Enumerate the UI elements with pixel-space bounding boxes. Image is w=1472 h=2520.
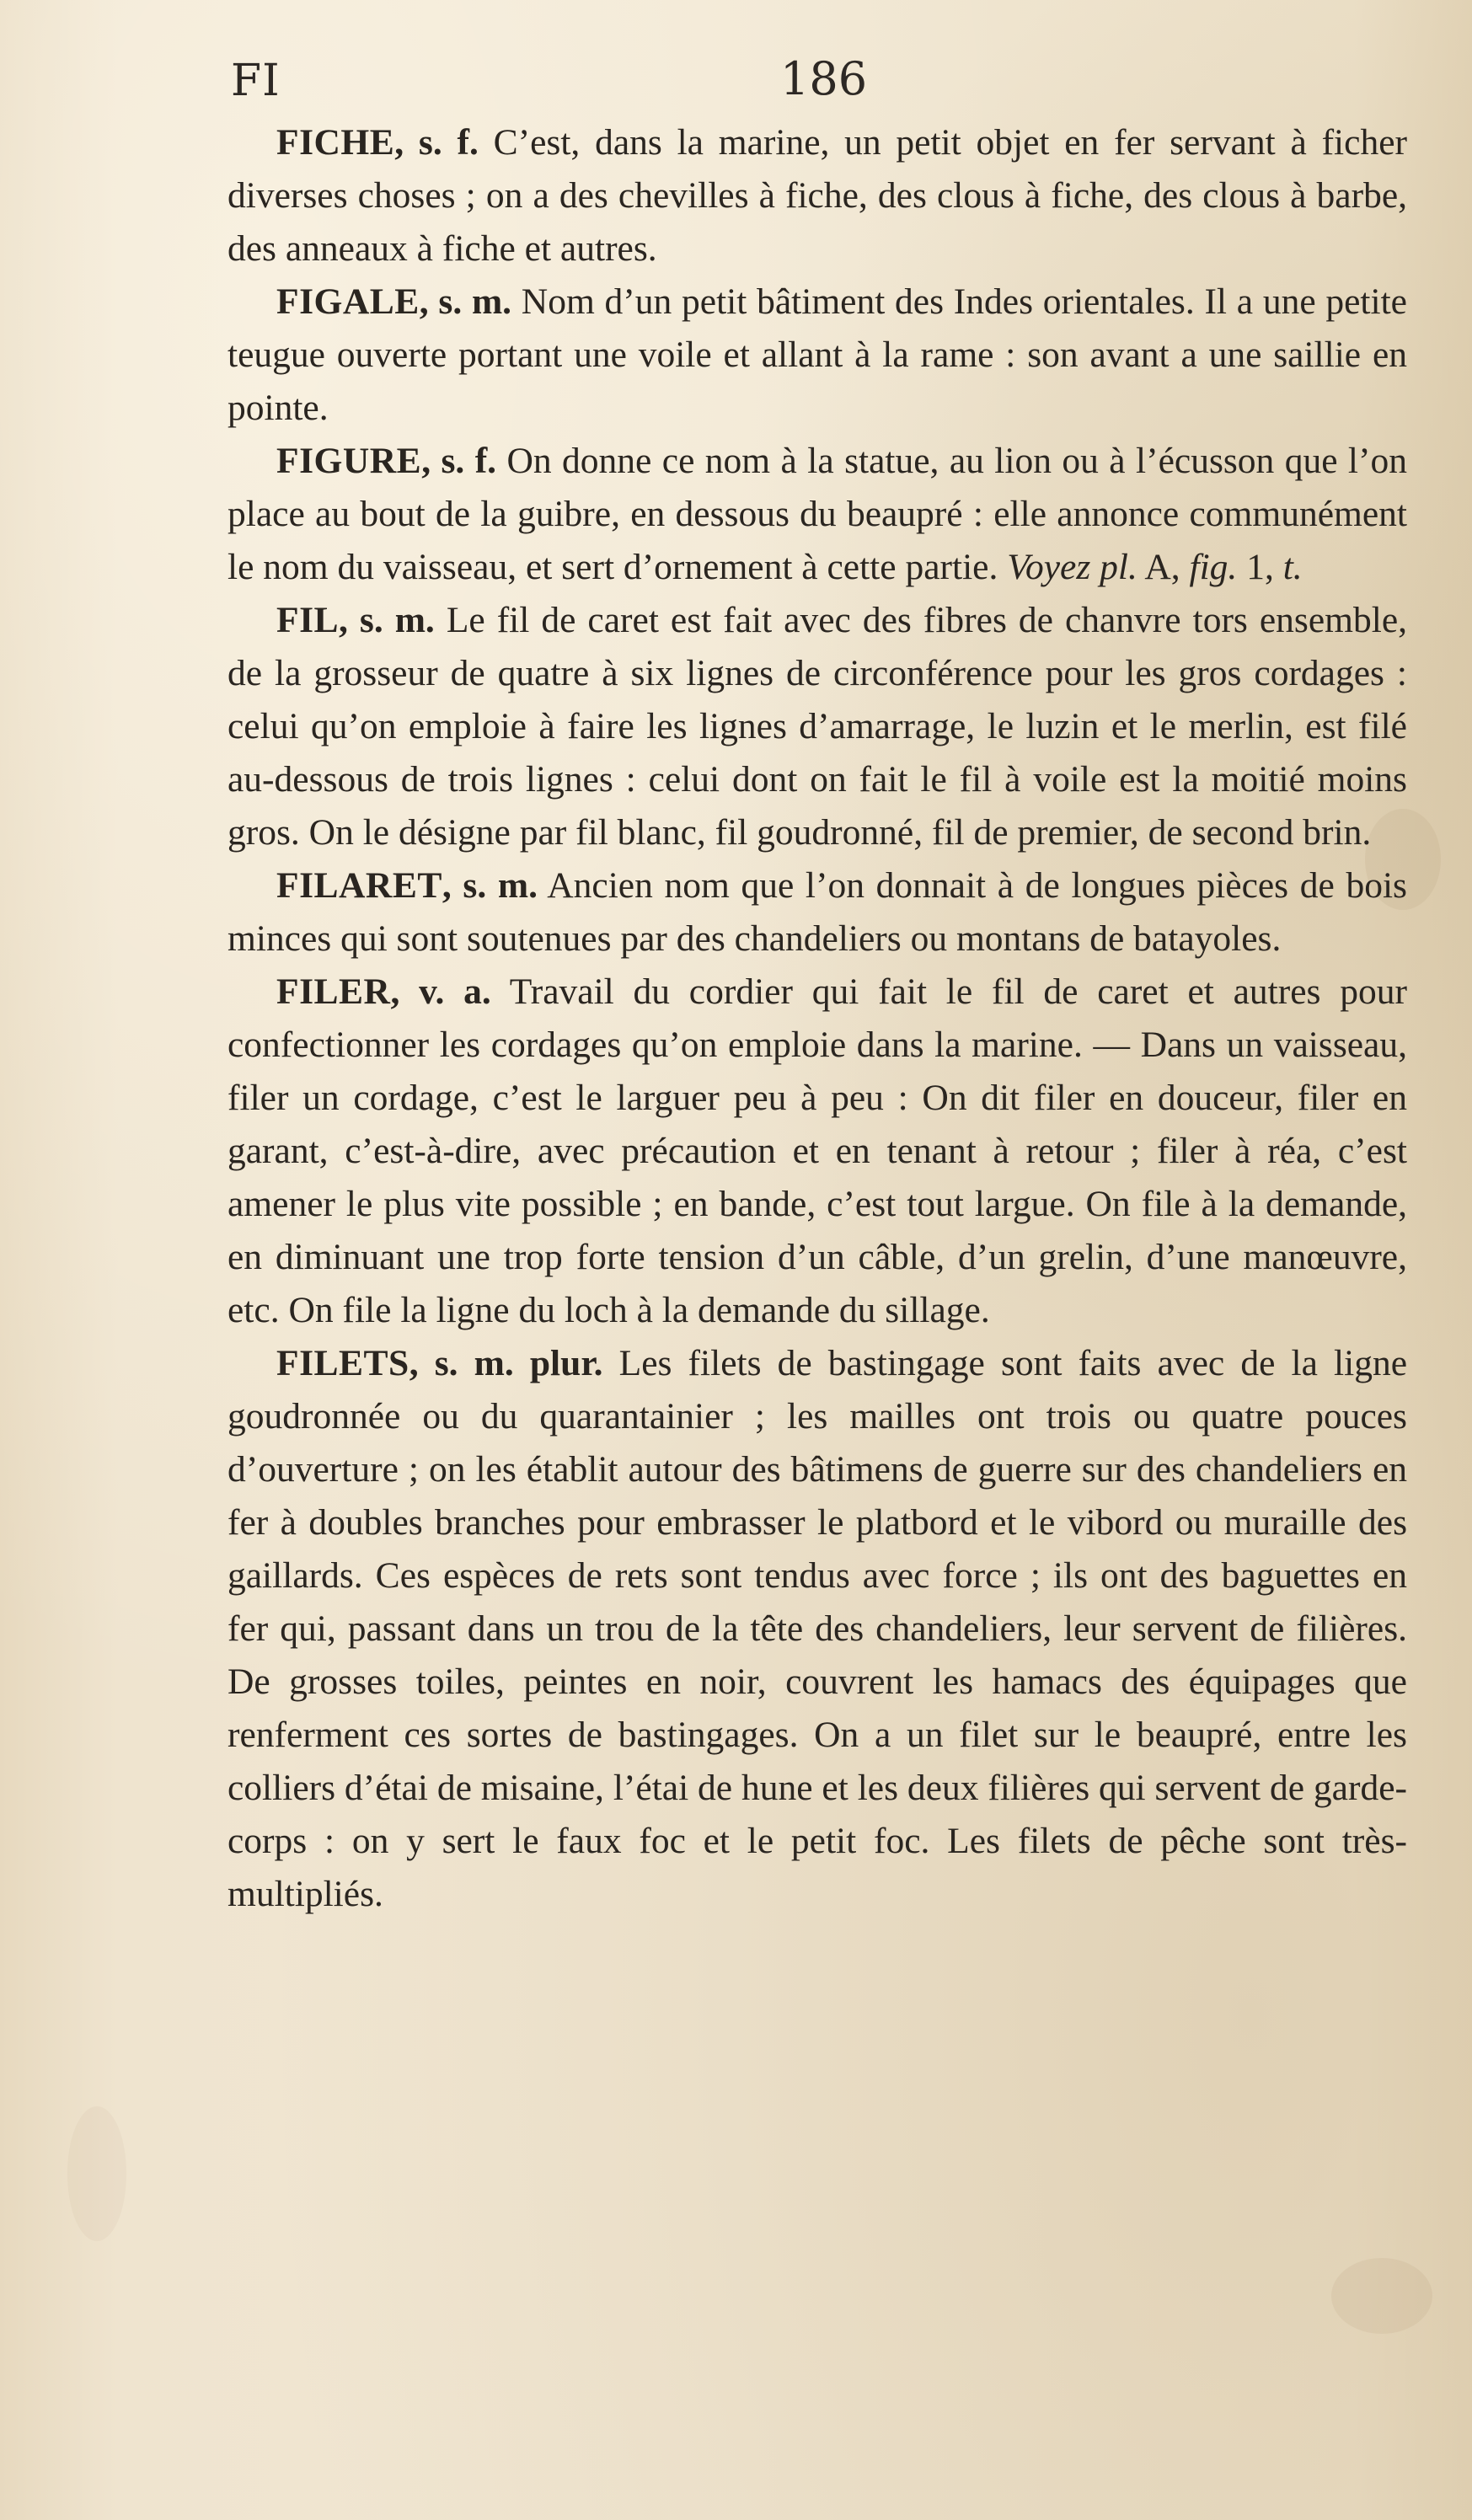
entry-term: FILETS: [276, 1343, 409, 1383]
entry-definition: Le fil de caret est fait avec des fibres de chanvre tors ensemble, de la grosseur de quatre à six lignes de circonférence pour les gros cordages : celui qu’on emploie à faire les lignes d’amarrage, le luzin et le merlin, est filé au-dessous de trois lignes : celui dont on fait le fil à voile est la moitié moins gros. On le désigne par fil blanc, fil goudronné, fil de premier, de second brin.: [227, 600, 1407, 853]
figure-reference: fig.: [1189, 547, 1238, 587]
paper-stain: [67, 2106, 126, 2241]
running-head: FI: [231, 56, 281, 106]
entry-fiche: [227, 116, 1407, 276]
entry-term: FICHE: [276, 122, 395, 163]
plate-reference: Voyez pl.: [1007, 547, 1137, 587]
entry-term: FIGALE: [276, 281, 420, 322]
entry-term: FIL: [276, 600, 340, 640]
entry-term: FILER: [276, 971, 391, 1012]
entry-term: FILARET: [276, 865, 442, 906]
dictionary-text: [227, 116, 1407, 1921]
page-number: 186: [780, 52, 868, 105]
figure-letter: t.: [1282, 547, 1303, 587]
entry-grammar: , s. f.: [394, 122, 479, 163]
entry-fil: [227, 594, 1407, 859]
entry-filaret: [227, 859, 1407, 966]
entry-definition: Les filets de bastingage sont faits avec de la ligne goudronnée ou du quarantainier ; les mailles ont trois ou quatre pouces d’ouverture ; on les établit autour des bâtimens de guerre sur des chandeliers en fer à doubles branches pour embrasser le platbord et le vibord ou muraille des gaillards. Ces espèces de rets sont tendus avec force ; ils ont des baguettes en fer qui, passant dans un trou de la tête des chandeliers, leur servent de filières. De grosses toiles, peintes en noir, couvrent les hamacs des équipages que renferment ces sortes de bastingages. On a un filet sur le beaupré, entre les colliers d’étai de misaine, l’étai de hune et les deux filières qui servent de garde-corps : on y sert le faux foc et le petit foc. Les filets de pêche sont très-multipliés.: [227, 1343, 1407, 1914]
entry-grammar: , s. m.: [339, 600, 435, 640]
entry-definition: On donne ce nom à la statue, au lion ou à l’écusson que l’on place au bout de la guibre, en dessous du beaupré : elle annonce communément le nom du vaisseau, et sert d’ornement à cette partie.: [227, 441, 1408, 587]
entry-grammar: , s. m. plur.: [409, 1343, 603, 1383]
entry-grammar: , s. f.: [421, 441, 497, 481]
entry-definition: Nom d’un petit bâtiment des Indes orientales. Il a une petite teugue ouverte portant une voile et allant à la rame : son avant a une saillie en pointe.: [227, 281, 1407, 428]
entry-grammar: , s. m.: [419, 281, 512, 322]
entry-grammar: , v. a.: [390, 971, 491, 1012]
entry-grammar: , s. m.: [442, 865, 538, 906]
entry-definition: Ancien nom que l’on donnait à de longues pièces de bois minces qui sont soutenues par des chandeliers ou montans de batayoles.: [227, 865, 1407, 959]
plate-letter: A,: [1137, 547, 1190, 587]
entry-filets: [227, 1337, 1407, 1921]
entry-term: FIGURE: [276, 441, 422, 481]
page-header: [221, 40, 1417, 116]
entry-definition: C’est, dans la marine, un petit objet en fer servant à ficher diverses choses ; on a des chevilles à fiche, des clous à fiche, des clous à barbe, des anneaux à fiche et autres.: [227, 122, 1407, 269]
entry-filer: [227, 966, 1407, 1337]
entry-figale: [227, 276, 1407, 435]
entry-figure: [227, 435, 1407, 594]
paper-stain: [1331, 2258, 1432, 2334]
entry-definition: Travail du cordier qui fait le fil de caret et autres pour confectionner les cordages qu’on emploie dans la marine. — Dans un vaisseau, filer un cordage, c’est le larguer peu à peu : On dit filer en douceur, filer en garant, c’est-à-dire, avec précaution et en tenant à retour ; filer à réa, c’est amener le plus vite possible ; en bande, c’est tout largue. On file à la demande, en diminuant une trop forte tension d’un câble, d’un grelin, d’une manœuvre, etc. On file la ligne du loch à la demande du sillage.: [227, 971, 1407, 1330]
figure-number: 1,: [1237, 547, 1283, 587]
